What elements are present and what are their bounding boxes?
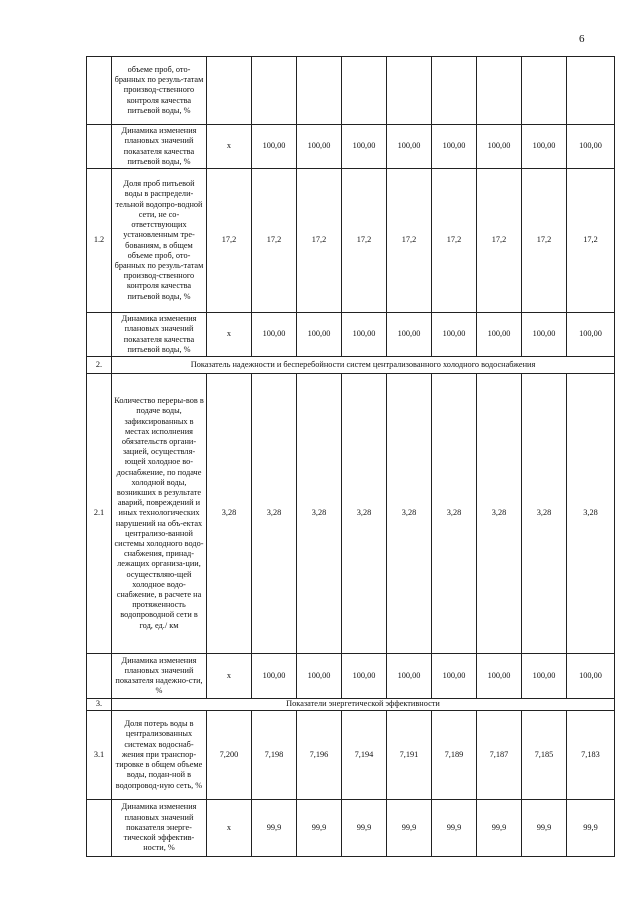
value-cell: 17,2 [432, 169, 477, 313]
row-number: 3.1 [87, 711, 112, 800]
row-number [87, 800, 112, 857]
table-row [87, 125, 615, 169]
value-cell: 100,00 [522, 654, 567, 699]
indicator-description: Доля потерь воды в централизованных системах водоснаб-жения при транспор-тировке в общем объеме воды, подан-ной в водопровод-ную сеть, % [112, 711, 207, 800]
value-cell [477, 57, 522, 125]
value-cell: 100,00 [432, 313, 477, 357]
value-cell: 17,2 [252, 169, 297, 313]
indicator-description: объеме проб, ото-бранных по резуль-татам производ-ственного контроля качества питьевой воды, % [112, 57, 207, 125]
value-cell: 100,00 [432, 654, 477, 699]
value-cell [297, 57, 342, 125]
value-cell: 17,2 [522, 169, 567, 313]
value-cell: 7,187 [477, 711, 522, 800]
value-cell: 99,9 [297, 800, 342, 857]
value-cell: 7,189 [432, 711, 477, 800]
value-cell: 17,2 [207, 169, 252, 313]
value-cell: 100,00 [342, 313, 387, 357]
value-cell: 7,191 [387, 711, 432, 800]
value-cell: 100,00 [477, 313, 522, 357]
row-number: 2.1 [87, 374, 112, 654]
value-cell: 7,196 [297, 711, 342, 800]
value-cell: 99,9 [252, 800, 297, 857]
indicator-description: Количество переры-вов в подаче воды, зафиксированных в местах исполнения обязательств органи-зацией, осуществля-ющей холодное во-доснабжение, по подаче холодной воды, возникших в результате аварий, повреждений и иных технологических нарушений на объ-ектах централизо-ванной системы холодного водо-снабжения, принад-лежащих организа-ции, осуществляю-щей холодное водо-снабжение, в расчете на протяженность водопроводной сети в год, ед./ км [112, 374, 207, 654]
indicator-description: Динамика изменения плановых значений показателя качества питьевой воды, % [112, 125, 207, 169]
value-cell: 100,00 [522, 313, 567, 357]
indicator-description: Динамика изменения плановых значений показателя энерге-тической эффектив-ности, % [112, 800, 207, 857]
value-cell: 3,28 [567, 374, 615, 654]
row-number: 1.2 [87, 169, 112, 313]
row-number [87, 654, 112, 699]
row-number: 2. [87, 357, 112, 374]
value-cell: 100,00 [567, 654, 615, 699]
value-cell: 3,28 [522, 374, 567, 654]
value-cell [207, 57, 252, 125]
value-cell [432, 57, 477, 125]
value-cell: 99,9 [342, 800, 387, 857]
value-cell: 99,9 [522, 800, 567, 857]
value-cell: 17,2 [567, 169, 615, 313]
table-row [87, 374, 615, 654]
value-cell: 99,9 [477, 800, 522, 857]
value-cell: 7,194 [342, 711, 387, 800]
table-row [87, 169, 615, 313]
value-cell: 7,185 [522, 711, 567, 800]
value-cell: 17,2 [297, 169, 342, 313]
value-cell [342, 57, 387, 125]
row-number [87, 57, 112, 125]
value-cell: х [207, 313, 252, 357]
value-cell: 100,00 [297, 125, 342, 169]
value-cell: 100,00 [252, 125, 297, 169]
value-cell [387, 57, 432, 125]
indicator-description: Доля проб питьевой воды в распредели-тельной водопро-водной сети, не со-ответствующих установленным тре-бованиям, в общем объеме проб, ото-бранных по резуль-татам производ-ственного контроля качества питьевой воды, % [112, 169, 207, 313]
value-cell [522, 57, 567, 125]
indicator-description: Динамика изменения плановых значений показателя надежно-сти, % [112, 654, 207, 699]
section-row [87, 357, 615, 374]
value-cell: 99,9 [387, 800, 432, 857]
value-cell: 3,28 [387, 374, 432, 654]
section-title: Показатели энергетической эффективности [112, 699, 615, 711]
value-cell: 100,00 [387, 313, 432, 357]
value-cell: х [207, 125, 252, 169]
table-row [87, 800, 615, 857]
table-row [87, 57, 615, 125]
row-number [87, 313, 112, 357]
row-number: 3. [87, 699, 112, 711]
section-row [87, 699, 615, 711]
value-cell: 100,00 [477, 125, 522, 169]
value-cell: 100,00 [522, 125, 567, 169]
value-cell: 100,00 [342, 654, 387, 699]
value-cell: 100,00 [387, 654, 432, 699]
value-cell: 100,00 [477, 654, 522, 699]
value-cell: 100,00 [387, 125, 432, 169]
value-cell: 99,9 [567, 800, 615, 857]
section-title: Показатель надежности и бесперебойности систем централизованного холодного водоснабжения [112, 357, 615, 374]
row-number [87, 125, 112, 169]
value-cell: 7,198 [252, 711, 297, 800]
value-cell: 3,28 [252, 374, 297, 654]
value-cell: х [207, 800, 252, 857]
value-cell: 17,2 [342, 169, 387, 313]
value-cell: 100,00 [432, 125, 477, 169]
value-cell: 3,28 [297, 374, 342, 654]
table-row [87, 654, 615, 699]
value-cell: 100,00 [297, 313, 342, 357]
value-cell: 7,183 [567, 711, 615, 800]
value-cell: 3,28 [432, 374, 477, 654]
value-cell: 3,28 [207, 374, 252, 654]
value-cell: 17,2 [387, 169, 432, 313]
table-row [87, 313, 615, 357]
indicators-table [86, 56, 615, 857]
value-cell: 100,00 [297, 654, 342, 699]
value-cell: 7,200 [207, 711, 252, 800]
value-cell: х [207, 654, 252, 699]
table-row [87, 711, 615, 800]
page-number: 6 [579, 33, 585, 45]
value-cell: 100,00 [567, 125, 615, 169]
value-cell: 3,28 [342, 374, 387, 654]
value-cell: 3,28 [477, 374, 522, 654]
value-cell: 100,00 [342, 125, 387, 169]
value-cell: 99,9 [432, 800, 477, 857]
indicator-description: Динамика изменения плановых значений показателя качества питьевой воды, % [112, 313, 207, 357]
value-cell [567, 57, 615, 125]
value-cell: 17,2 [477, 169, 522, 313]
value-cell: 100,00 [567, 313, 615, 357]
value-cell [252, 57, 297, 125]
value-cell: 100,00 [252, 313, 297, 357]
value-cell: 100,00 [252, 654, 297, 699]
